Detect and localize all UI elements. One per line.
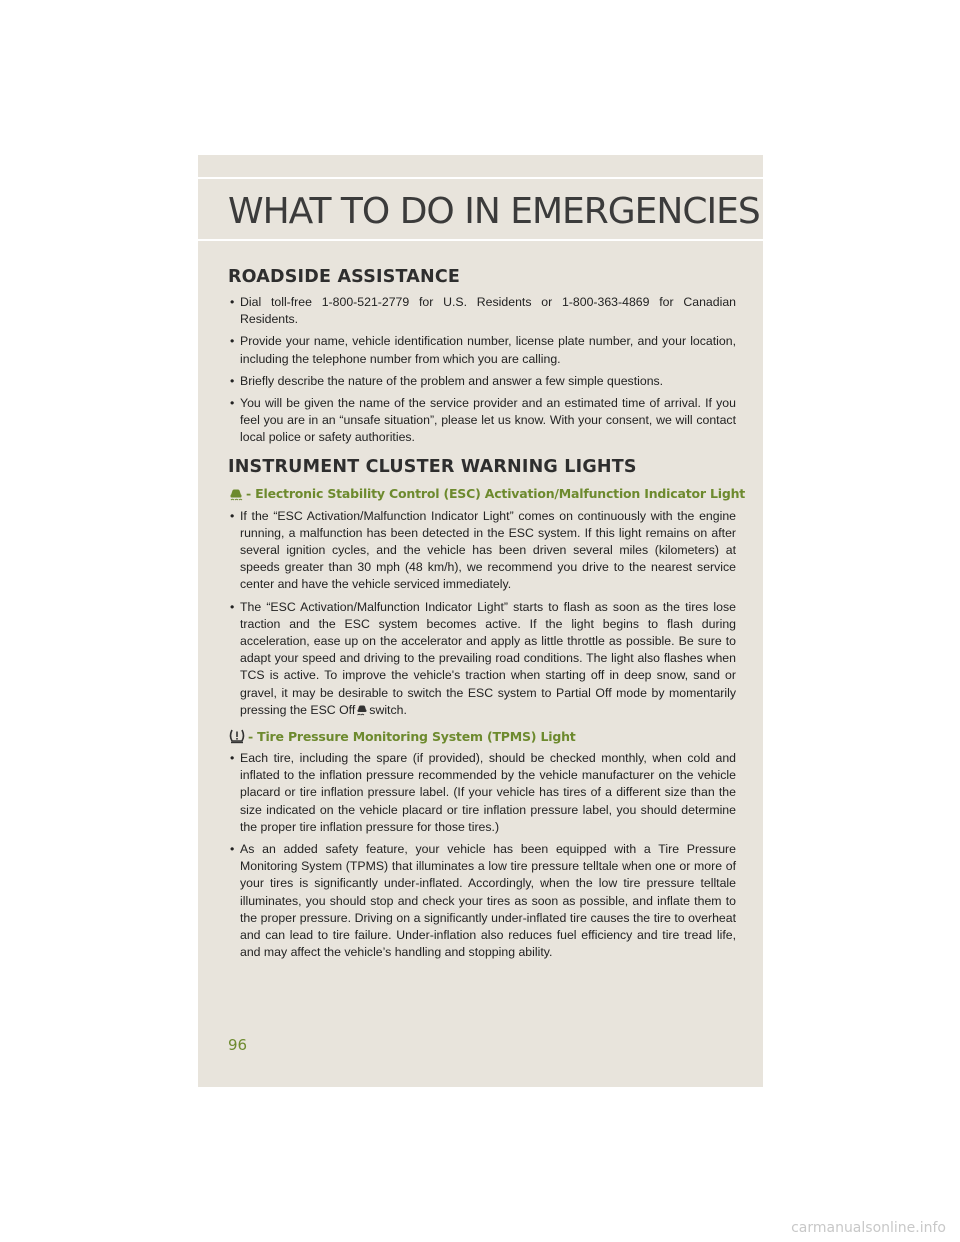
- roadside-assistance-heading: ROADSIDE ASSISTANCE: [228, 267, 461, 287]
- roadside-list: [228, 294, 736, 447]
- list-item: • Dial toll-free 1-800-521-2779 for U.S. Residents or 1-800-363-4869 for Canadian Residents.: [230, 295, 736, 327]
- tpms-tire-warning-icon: [228, 728, 246, 744]
- esc-list: [228, 508, 736, 719]
- esc-skid-car-icon: [228, 486, 244, 502]
- list-item: • Each tire, including the spare (if provided), should be checked monthly, when cold and inflated to the inflation pressure recommended by the vehicle manufacturer on the vehicle placard or tire inflation pressure label. (If your vehicle has tires of a different size than the size indicated on the vehicle placard or tire inflation pressure label, you should determine the proper tire inflation pressure for those tires.): [230, 751, 736, 834]
- tpms-list: [228, 750, 736, 961]
- tpms-subheading: - Tire Pressure Monitoring System (TPMS) Light: [228, 728, 736, 744]
- list-item: • You will be given the name of the service provider and an estimated time of arrival. If you feel you are in an “unsafe situation”, please let us know. With your consent, we will contact local police or safety authorities.: [230, 396, 736, 445]
- list-item: • Provide your name, vehicle identification number, license plate number, and your location, including the telephone number from which you are calling.: [230, 334, 736, 366]
- page-number: 96: [228, 1036, 248, 1054]
- list-item: • As an added safety feature, your vehicle has been equipped with a Tire Pressure Monitoring System (TPMS) that illuminates a low tire pressure telltale when one or more of your tires is significantly under-inflated. Accordingly, when the low tire pressure telltale illuminates, you should stop and check your tires as soon as possible, and inflate them to the proper pressure. Driving on a significantly under-inflated tire causes the tire to overheat and can lead to tire failure. Under-inflation also reduces fuel efficiency and tire tread life, and may affect the vehicle’s handling and stopping ability.: [230, 842, 736, 960]
- esc-subheading: - Electronic Stability Control (ESC) Activation/Malfunction Indicator Light: [228, 486, 736, 502]
- esc-off-switch-icon: [356, 703, 368, 716]
- manual-page: [198, 155, 763, 1087]
- page-content: [228, 267, 746, 967]
- watermark: carmanualsonline.info: [791, 1220, 946, 1236]
- section-title: WHAT TO DO IN EMERGENCIES: [228, 191, 760, 232]
- list-item: • The “ESC Activation/Malfunction Indicator Light” starts to flash as soon as the tires lose traction and the ESC system becomes active. If the light begins to flash during acceleration, ease up on the accelerator and apply as little throttle as possible. Be sure to adapt your speed and driving to the prevailing road conditions. The light also flashes when TCS is active. To improve the vehicle's traction when starting off in deep snow, sand or gravel, it may be desirable to switch the ESC system to Partial Off mode by momentarily pressing the ESC Off switch.: [230, 599, 736, 717]
- header-rule-top: [198, 177, 763, 179]
- list-item: • Briefly describe the nature of the problem and answer a few simple questions.: [230, 373, 664, 388]
- list-item: • If the “ESC Activation/Malfunction Indicator Light” comes on continuously with the engine running, a malfunction has been detected in the ESC system. If this light remains on after several ignition cycles, and the vehicle has been driven several miles (kilometers) at speeds greater than 30 mph (48 km/h), we recommend you drive to the nearest service center and have the vehicle serviced immediately.: [230, 508, 736, 592]
- header-rule-bottom: [198, 239, 763, 241]
- warning-lights-heading: INSTRUMENT CLUSTER WARNING LIGHTS: [228, 456, 637, 477]
